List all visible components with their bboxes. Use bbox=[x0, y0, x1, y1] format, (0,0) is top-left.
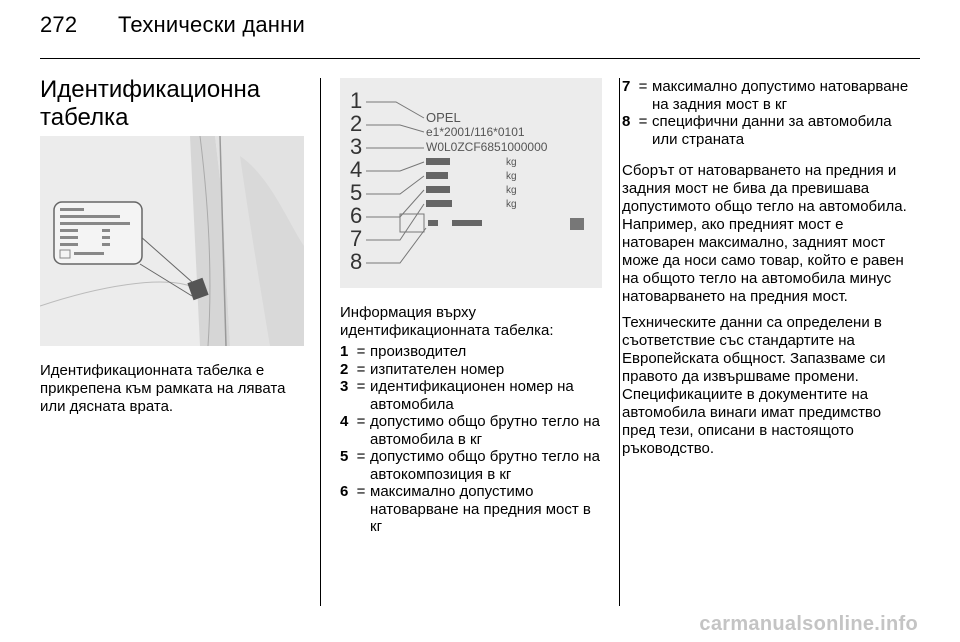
page-number: 272 bbox=[40, 12, 78, 37]
list-item: 2 = изпитателен номер bbox=[340, 360, 505, 378]
callout-1: 1 bbox=[350, 88, 363, 113]
list-item: 4 = допустимо общо брутно тегло на автомобила в кг bbox=[340, 413, 600, 448]
unit-kg-1: kg bbox=[506, 157, 517, 168]
identification-plate-illustration bbox=[340, 78, 602, 288]
unit-kg-2: kg bbox=[506, 171, 517, 182]
column-separator-2 bbox=[619, 78, 620, 606]
chapter-title: Технически данни bbox=[118, 12, 305, 37]
list-item: 8 = специфични данни за автомобила или страната bbox=[622, 113, 892, 148]
watermark: carmanualsonline.info bbox=[699, 613, 918, 635]
list-item: 6 = максимално допустимо натоварване на предния мост в кг bbox=[340, 483, 591, 535]
list-intro: Информация върху идентификационната табелка: bbox=[340, 304, 554, 339]
list-item: 1 = производител bbox=[340, 343, 467, 360]
plate-location-caption: Идентификационната табелка е прикрепена към рамката на лявата или дясната врата. bbox=[40, 362, 286, 415]
section-title bbox=[40, 76, 310, 132]
standards-paragraph: Техническите данни са определени в съответствие със стандартите на Европейската общност. Запазваме си правото да извършваме промени. Спецификациите в документите на автомобила винаги имат предимство пред тези, описани в настоящото ръководство. bbox=[622, 314, 886, 457]
section-title-line-1: Идентификационна bbox=[40, 76, 261, 103]
section-title-line-2: табелка bbox=[40, 104, 129, 131]
callout-2: 2 bbox=[350, 111, 363, 136]
plate-legend-list-2 bbox=[622, 78, 912, 466]
list-item: 5 = допустимо общо брутно тегло на автокомпозиция в кг bbox=[340, 448, 600, 483]
page-header bbox=[40, 12, 305, 38]
unit-kg-3: kg bbox=[506, 185, 517, 196]
column-separator-1 bbox=[320, 78, 321, 606]
callout-8: 8 bbox=[350, 249, 363, 274]
list-item: 7 = максимално допустимо натоварване на задния мост в кг bbox=[622, 78, 909, 113]
callout-6: 6 bbox=[350, 203, 363, 228]
callout-3: 3 bbox=[350, 134, 363, 159]
callout-5: 5 bbox=[350, 180, 363, 205]
plate-brand: OPEL bbox=[426, 110, 461, 125]
plate-legend-list-1 bbox=[340, 343, 602, 536]
axle-load-paragraph: Сборът от натоварването на предния и задния мост не бива да превишава допустимото общо тегло на автомобила. Например, ако предният мост е натоварен максимално, задният мост може да носи само товар, който е равен на общото тегло на автомобила минус натоварването на предния мост. bbox=[622, 162, 907, 305]
list-item: 3 = идентификационен номер на автомобила bbox=[340, 378, 574, 413]
callout-7: 7 bbox=[350, 226, 363, 251]
unit-kg-4: kg bbox=[506, 199, 517, 210]
callout-4: 4 bbox=[350, 157, 363, 182]
door-frame-drawing bbox=[40, 136, 304, 346]
plate-type-approval: e1*2001/116*0101 bbox=[426, 125, 525, 139]
door-frame-illustration bbox=[40, 136, 304, 346]
header-rule bbox=[40, 58, 920, 59]
identification-plate-drawing bbox=[340, 78, 602, 288]
plate-vin: W0L0ZCF6851000000 bbox=[426, 140, 548, 154]
